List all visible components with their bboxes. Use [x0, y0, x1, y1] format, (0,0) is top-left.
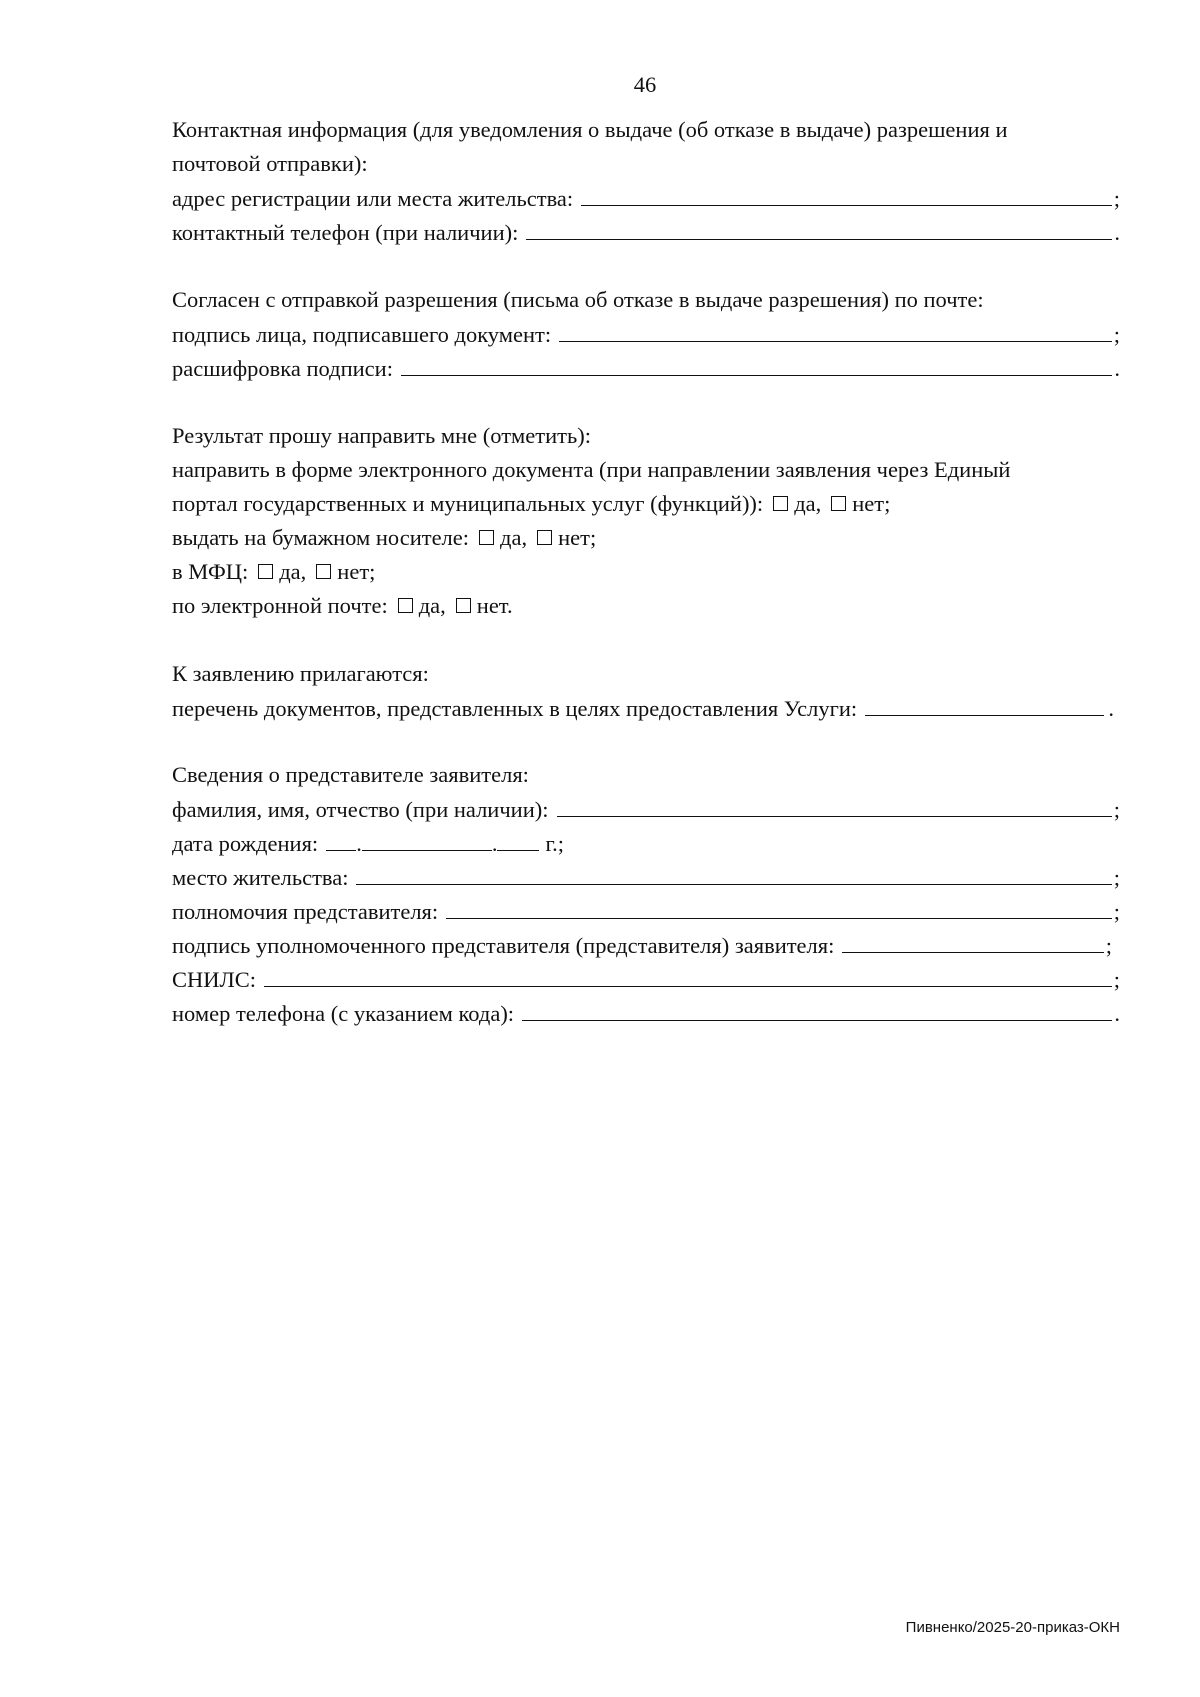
- signature-label: подпись лица, подписавшего документ:: [172, 322, 552, 347]
- representative-heading: Сведения о представителе заявителя:: [172, 762, 529, 787]
- consent-heading: Согласен с отправкой разрешения (письма об отказе в выдаче разрешения) по почте:: [172, 287, 984, 312]
- paper-option-label: выдать на бумажном носителе:: [172, 525, 470, 550]
- rep-name-field[interactable]: [557, 791, 1112, 817]
- attachments-heading-row: [172, 656, 1120, 692]
- mfc-option-label: в МФЦ:: [172, 559, 249, 584]
- rep-signature-row: подпись уполномоченного представителя (представителя) заявителя: ;: [172, 927, 1120, 963]
- email-yes-checkbox[interactable]: [398, 598, 413, 613]
- representative-heading-row: [172, 757, 1120, 793]
- rep-powers-row: полномочия представителя: ;: [172, 893, 1120, 929]
- address-field[interactable]: [581, 180, 1112, 206]
- phone-field[interactable]: [526, 214, 1112, 240]
- attachments-list-row: перечень документов, представленных в целях предоставления Услуги: .: [172, 690, 1120, 726]
- phone-label: контактный телефон (при наличии):: [172, 220, 519, 245]
- paper-option-row: выдать на бумажном носителе: да, нет;: [172, 520, 1120, 556]
- rep-residence-field[interactable]: [356, 859, 1111, 885]
- mfc-yes-checkbox[interactable]: [258, 564, 273, 579]
- rep-signature-label: подпись уполномоченного представителя (представителя) заявителя:: [172, 933, 835, 958]
- paper-yes-checkbox[interactable]: [479, 530, 494, 545]
- rep-birth-row: дата рождения: . . г.;: [172, 825, 1120, 861]
- email-no-checkbox[interactable]: [456, 598, 471, 613]
- rep-residence-label: место жительства:: [172, 865, 349, 890]
- birth-year-field[interactable]: [497, 825, 539, 851]
- rep-powers-label: полномочия представителя:: [172, 899, 439, 924]
- address-label: адрес регистрации или места жительства:: [172, 186, 574, 211]
- rep-residence-row: место жительства: ;: [172, 859, 1120, 895]
- attachments-heading: К заявлению прилагаются:: [172, 661, 429, 686]
- document-footer: Пивненко/2025-20-приказ-ОКН: [905, 1619, 1120, 1636]
- birth-day-field[interactable]: [326, 825, 356, 851]
- electronic-no-checkbox[interactable]: [831, 496, 846, 511]
- mfc-no-checkbox[interactable]: [316, 564, 331, 579]
- electronic-option-label-cont: портал государственных и муниципальных услуг (функций)):: [172, 491, 764, 516]
- rep-phone-row: номер телефона (с указанием кода): .: [172, 995, 1120, 1031]
- contact-heading-cont: почтовой отправки):: [172, 151, 368, 176]
- phone-field-row: контактный телефон (при наличии): .: [172, 214, 1120, 250]
- contact-heading-line-2: [172, 146, 1120, 182]
- email-option-row: по электронной почте: да, нет.: [172, 588, 1120, 624]
- result-heading: Результат прошу направить мне (отметить):: [172, 423, 591, 448]
- rep-powers-field[interactable]: [446, 893, 1112, 919]
- decryption-label: расшифровка подписи:: [172, 356, 393, 381]
- rep-birth-label: дата рождения:: [172, 831, 319, 856]
- rep-name-label: фамилия, имя, отчество (при наличии):: [172, 797, 549, 822]
- birth-month-field[interactable]: [362, 825, 492, 851]
- rep-name-row: фамилия, имя, отчество (при наличии): ;: [172, 791, 1120, 827]
- paper-no-checkbox[interactable]: [537, 530, 552, 545]
- signature-field-row: подпись лица, подписавшего документ: ;: [172, 316, 1120, 352]
- page-number: 46: [633, 72, 657, 97]
- signature-field[interactable]: [559, 316, 1112, 342]
- contact-heading-line-1: [172, 112, 1120, 148]
- attachments-list-field[interactable]: [865, 690, 1104, 716]
- electronic-yes-checkbox[interactable]: [773, 496, 788, 511]
- result-heading-row: [172, 418, 1120, 454]
- consent-heading-row: [172, 282, 1120, 318]
- electronic-option-line-1: [172, 452, 1120, 488]
- rep-snils-field[interactable]: [264, 961, 1112, 987]
- rep-phone-field[interactable]: [522, 995, 1112, 1021]
- attachments-list-label: перечень документов, представленных в целях предоставления Услуги:: [172, 696, 858, 721]
- email-option-label: по электронной почте:: [172, 593, 388, 618]
- mfc-option-row: в МФЦ: да, нет;: [172, 554, 1120, 590]
- electronic-option-row: портал государственных и муниципальных услуг (функций)): да, нет;: [172, 486, 1120, 522]
- electronic-option-label: направить в форме электронного документа (при направлении заявления через Единый: [172, 457, 1011, 482]
- rep-snils-row: СНИЛС: ;: [172, 961, 1120, 997]
- rep-snils-label: СНИЛС:: [172, 967, 257, 992]
- rep-phone-label: номер телефона (с указанием кода):: [172, 1001, 515, 1026]
- decryption-field-row: расшифровка подписи: .: [172, 350, 1120, 386]
- rep-signature-field[interactable]: [842, 927, 1103, 953]
- address-field-row: адрес регистрации или места жительства: ;: [172, 180, 1120, 216]
- decryption-field[interactable]: [401, 350, 1112, 376]
- contact-heading: Контактная информация (для уведомления о выдаче (об отказе в выдаче) разрешения и: [172, 117, 1008, 142]
